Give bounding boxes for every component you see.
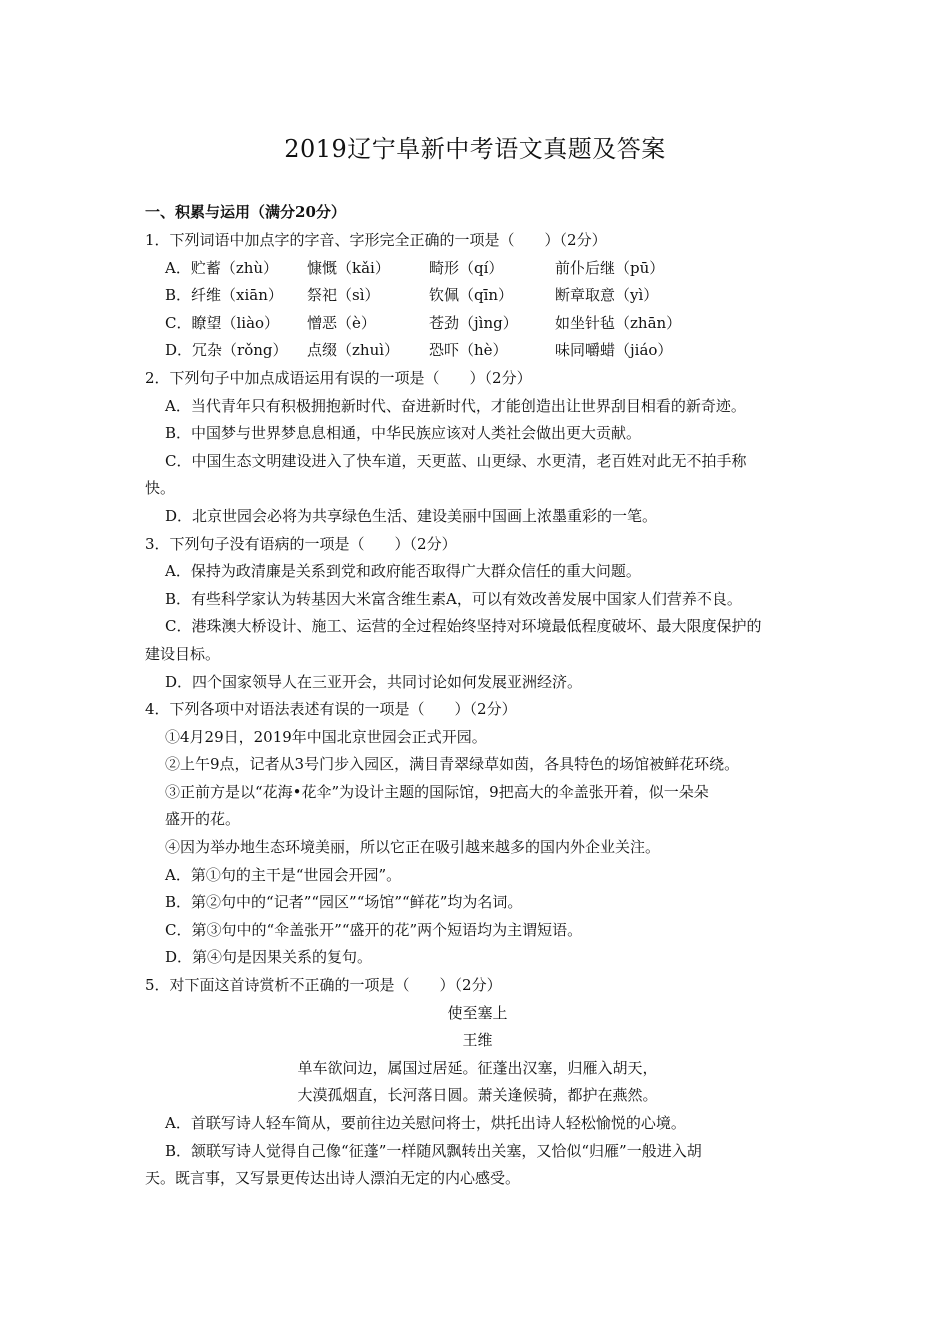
question-2-stem: 2．下列句子中加点成语运用有误的一项是（ ）（2分） [145,368,532,387]
question-1-option-d [145,337,810,365]
question-3-option-a: A．保持为政清廉是关系到党和政府能否取得广大群众信任的重大问题。 [165,562,641,581]
question-1-stem: 1．下列词语中加点字的字音、字形完全正确的一项是（ ）（2分） [145,231,607,249]
poem-line-1: 单车欲问边，属国过居延。征蓬出汉塞，归雁入胡天， [297,1058,658,1077]
question-3-option-c-continued: 建设目标。 [145,644,221,663]
option-word: D．冗杂（rǒng） [165,341,288,360]
option-word: 恐吓（hè） [429,341,508,360]
option-word: 祭祀（sì） [307,286,380,305]
question-3-stem: 3．下列句子没有语病的一项是（ ）（2分） [145,534,457,553]
question-1-option-a [145,255,810,283]
option-word: 点缀（zhuì） [307,341,400,360]
section-heading: 一、积累与运用（满分20分） [145,203,346,221]
question-4-sentence-2: ②上午9点，记者从3号门步入园区，满目青翠绿草如茵，各具特色的场馆被鲜花环绕。 [165,755,740,774]
question-4-sentence-3: ③正前方是以“花海•花伞”为设计主题的国际馆，9把高大的伞盖张开着，似一朵朵 [165,782,709,801]
option-word: C．瞭望（liào） [165,313,280,332]
question-4-sentence-3-continued: 盛开的花。 [165,810,241,829]
question-4-sentence-1: ①4月29日，2019年中国北京世园会正式开园。 [165,727,487,746]
question-3-option-d: D．四个国家领导人在三亚开会，共同讨论如何发展亚洲经济。 [165,672,583,691]
option-word: B．纤维（xiān） [165,286,283,305]
question-3-option-b: B．有些科学家认为转基因大米富含维生素A，可以有效改善发展中国家人们营养不良。 [165,589,742,608]
poem-line-2: 大漠孤烟直，长河落日圆。萧关逢候骑，都护在燕然。 [297,1086,658,1105]
option-word: 畸形（qí） [429,258,504,277]
question-2-option-c-continued: 快。 [145,479,176,498]
question-1-option-b [145,282,810,310]
question-5-option-b-continued: 天。既言事，又写景更传达出诗人漂泊无定的内心感受。 [145,1169,521,1188]
option-word: 如坐针毡（zhān） [555,313,682,332]
option-word: 钦佩（qīn） [429,286,514,305]
question-5-option-b: B．颔联写诗人觉得自己像“征蓬”一样随风飘转出关塞，又恰似“归雁”一般进入胡 [165,1141,702,1160]
question-4-option-a: A．第①句的主干是“世园会开园”。 [165,865,402,884]
question-4-option-c: C．第③句中的“伞盖张开”“盛开的花”两个短语均为主谓短语。 [165,920,583,939]
question-list [145,227,810,1193]
question-4-option-b: B．第②句中的“记者”“园区”“场馆”“鲜花”均为名词。 [165,893,523,912]
question-3-option-c: C．港珠澳大桥设计、施工、运营的全过程始终坚持对环境最低程度破坏、最大限度保护的 [165,617,762,636]
poem-title: 使至塞上 [447,1003,508,1022]
option-word: 慷慨（kǎi） [307,258,390,277]
poem-author: 王维 [462,1031,493,1050]
option-word: A．贮蓄（zhù） [165,258,279,277]
question-1-option-c [145,310,810,338]
option-word: 苍劲（jìng） [429,313,518,332]
question-2-option-b: B．中国梦与世界梦息息相通，中华民族应该对人类社会做出更大贡献。 [165,424,642,443]
question-2-option-a: A．当代青年只有积极拥抱新时代、奋进新时代，才能创造出让世界刮目相看的新奇迹。 [165,396,746,415]
option-word: 断章取意（yì） [555,286,659,305]
question-5-stem: 5．对下面这首诗赏析不正确的一项是（ ）（2分） [145,976,502,995]
option-word: 前仆后继（pū） [555,258,665,277]
page-title: 2019辽宁阜新中考语文真题及答案 [284,135,666,163]
option-word: 憎恶（è） [307,313,376,332]
question-2-option-d: D．北京世园会必将为共享绿色生活、建设美丽中国画上浓墨重彩的一笔。 [165,506,658,525]
question-2-option-c: C．中国生态文明建设进入了快车道，天更蓝、山更绿、水更清，老百姓对此无不拍手称 [165,451,747,470]
question-4-sentence-4: ④因为举办地生态环境美丽，所以它正在吸引越来越多的国内外企业关注。 [165,838,661,857]
option-word: 味同嚼蜡（jiáo） [555,341,673,360]
question-5-option-a: A．首联写诗人轻车简从，要前往边关慰问将士，烘托出诗人轻松愉悦的心境。 [165,1114,686,1132]
question-4-stem: 4．下列各项中对语法表述有误的一项是（ ）（2分） [145,700,517,719]
question-4-option-d: D．第④句是因果关系的复句。 [165,948,373,967]
